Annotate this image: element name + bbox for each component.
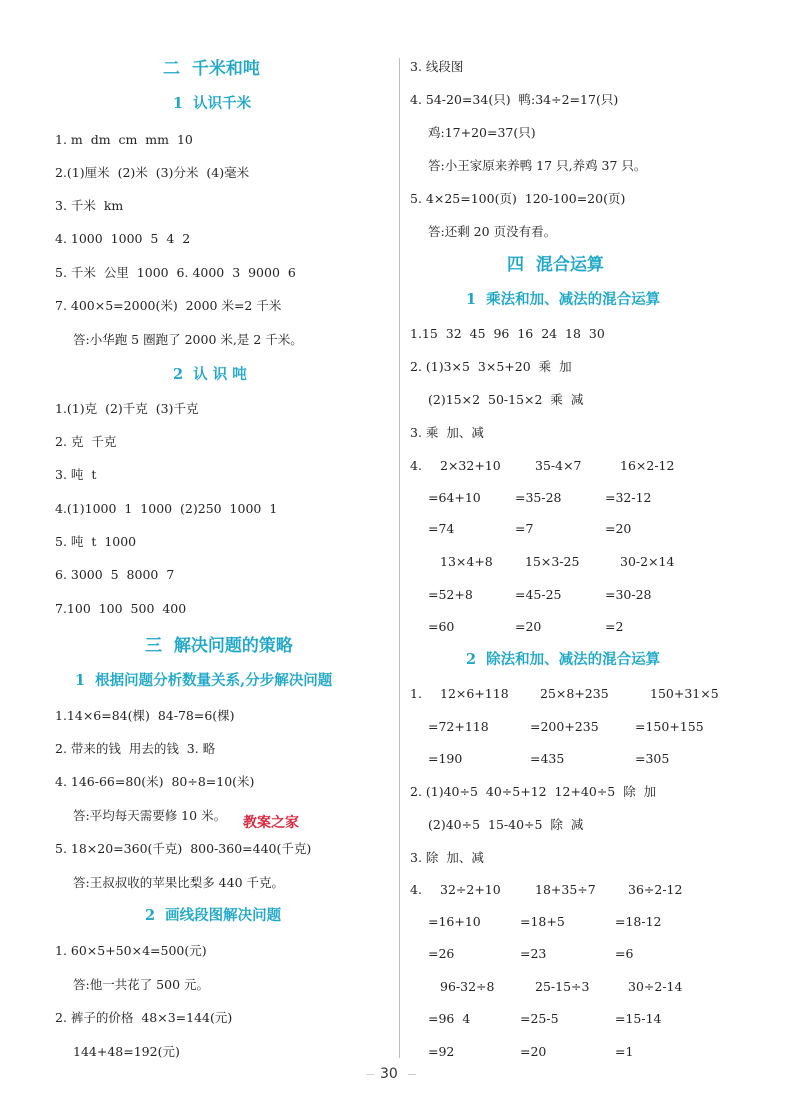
question-label: 4. [410,882,422,897]
calc-cell: =23 [520,946,547,961]
calc-cell: =32-12 [605,490,652,505]
answer-line: (2)40÷5 15-40÷5 除 减 [428,817,584,832]
answer-line: 5. 18×20=360(千克) 800-360=440(千克) [55,841,312,856]
answer-line: 2. (1)3×5 3×5+20 乘 加 [410,359,572,374]
calc-cell: =52+8 [428,587,473,602]
answer-line: 2. 带来的钱 用去的钱 3. 略 [55,741,216,756]
calc-cell: =190 [428,751,463,766]
calc-cell: 13×4+8 [440,554,493,569]
page-number-dash-left [366,1074,374,1075]
answer-line: 2. (1)40÷5 40÷5+12 12+40÷5 除 加 [410,784,657,799]
calc-cell: =18-12 [615,914,662,929]
column-divider [399,58,400,1058]
answer-line: 答:小王家原来养鸭 17 只,养鸡 37 只。 [428,158,647,173]
part-title-problem-solving: 三 解决问题的策略 [145,636,293,656]
answer-line: 1.15 32 45 96 16 24 18 30 [410,326,605,341]
calc-cell: =200+235 [530,719,599,734]
section-title-know-ton: 2 认 识 吨 [173,366,247,383]
page-number-dash-right [408,1074,416,1075]
calc-cell: =2 [605,619,624,634]
answer-line: 5. 4×25=100(页) 120-100=20(页) [410,191,626,206]
calc-cell: =15-14 [615,1011,662,1026]
answer-line: 4. 1000 1000 5 4 2 [55,231,191,246]
part-title-kilometer-ton: 二 千米和吨 [163,59,260,79]
calc-cell: =74 [428,521,455,536]
answer-line: (2)15×2 50-15×2 乘 减 [428,392,584,407]
section-title-divide-add-subtract: 2 除法和加、减法的混合运算 [466,651,661,668]
answer-line: 答:王叔叔收的苹果比梨多 440 千克。 [73,875,285,890]
calc-cell: =7 [515,521,534,536]
answer-line: 3. 除 加、减 [410,850,484,865]
calc-cell: 32÷2+10 [440,882,501,897]
calc-cell: =26 [428,946,455,961]
calc-cell: =18+5 [520,914,565,929]
answer-line: 答:平均每天需要修 10 米。 [73,808,227,823]
calc-cell: =1 [615,1044,634,1059]
calc-cell: =30-28 [605,587,652,602]
answer-line: 2.(1)厘米 (2)米 (3)分米 (4)毫米 [55,165,250,180]
answer-line: 4. 54-20=34(只) 鸭:34÷2=17(只) [410,92,619,107]
calc-cell: 2×32+10 [440,458,501,473]
answer-line: 3. 线段图 [410,59,464,74]
calc-cell: =96 4 [428,1011,471,1026]
calc-cell: 36÷2-12 [628,882,683,897]
answer-line: 4. 146-66=80(米) 80÷8=10(米) [55,774,255,789]
answer-line: 答:他一共花了 500 元。 [73,977,210,992]
answer-line: 3. 吨 t [55,467,97,482]
calc-cell: 30-2×14 [620,554,675,569]
answer-line: 1. m dm cm mm 10 [55,132,193,147]
calc-cell: 150+31×5 [650,686,719,701]
answer-line: 1.(1)克 (2)千克 (3)千克 [55,401,199,416]
answer-line: 1. 60×5+50×4=500(元) [55,943,207,958]
calc-cell: =305 [635,751,670,766]
answer-line: 7. 400×5=2000(米) 2000 米=2 千米 [55,298,282,313]
calc-cell: =72+118 [428,719,489,734]
watermark-logo: 教案之家 [243,815,299,831]
calc-cell: =45-25 [515,587,562,602]
calc-cell: =25-5 [520,1011,559,1026]
answer-line: 5. 千米 公里 1000 6. 4000 3 9000 6 [55,265,296,280]
calc-cell: 25×8+235 [540,686,609,701]
calc-cell: 16×2-12 [620,458,675,473]
calc-cell: =60 [428,619,455,634]
calc-cell: 15×3-25 [525,554,580,569]
section-title-line-diagram: 2 画线段图解决问题 [145,907,282,924]
question-label: 4. [410,458,422,473]
answer-line: 答:小华跑 5 圈跑了 2000 米,是 2 千米。 [73,332,303,347]
section-title-analyze-quantities: 1 根据问题分析数量关系,分步解决问题 [75,672,333,689]
part-title-mixed-operations: 四 混合运算 [507,255,604,275]
answer-line: 3. 乘 加、减 [410,425,484,440]
section-title-know-kilometer: 1 认识千米 [173,95,252,112]
calc-cell: =435 [530,751,565,766]
calc-cell: 35-4×7 [535,458,582,473]
answer-line: 4.(1)1000 1 1000 (2)250 1000 1 [55,501,278,516]
calc-cell: =64+10 [428,490,481,505]
answer-line: 7.100 100 500 400 [55,601,187,616]
answer-line: 144+48=192(元) [73,1044,180,1059]
answer-line: 1.14×6=84(棵) 84-78=6(棵) [55,708,235,723]
calc-cell: =6 [615,946,634,961]
answer-line: 3. 千米 km [55,198,124,213]
calc-cell: 12×6+118 [440,686,509,701]
calc-cell: =150+155 [635,719,704,734]
calc-cell: =35-28 [515,490,562,505]
section-title-multiply-add-subtract: 1 乘法和加、减法的混合运算 [466,291,661,308]
calc-cell: =20 [605,521,632,536]
answer-line: 2. 裤子的价格 48×3=144(元) [55,1010,233,1025]
calc-cell: =20 [515,619,542,634]
answer-line: 6. 3000 5 8000 7 [55,567,175,582]
question-label: 1. [410,686,422,701]
answer-line: 5. 吨 t 1000 [55,534,137,549]
answer-line: 鸡:17+20=37(只) [428,125,536,140]
calc-cell: =92 [428,1044,455,1059]
answer-line: 2. 克 千克 [55,434,117,449]
calc-cell: =16+10 [428,914,481,929]
calc-cell: 18+35÷7 [535,882,596,897]
calc-cell: 30÷2-14 [628,979,683,994]
page-number: 30 [380,1066,398,1082]
calc-cell: 25-15÷3 [535,979,590,994]
calc-cell: =20 [520,1044,547,1059]
answer-line: 答:还剩 20 页没有看。 [428,224,557,239]
calc-cell: 96-32÷8 [440,979,495,994]
